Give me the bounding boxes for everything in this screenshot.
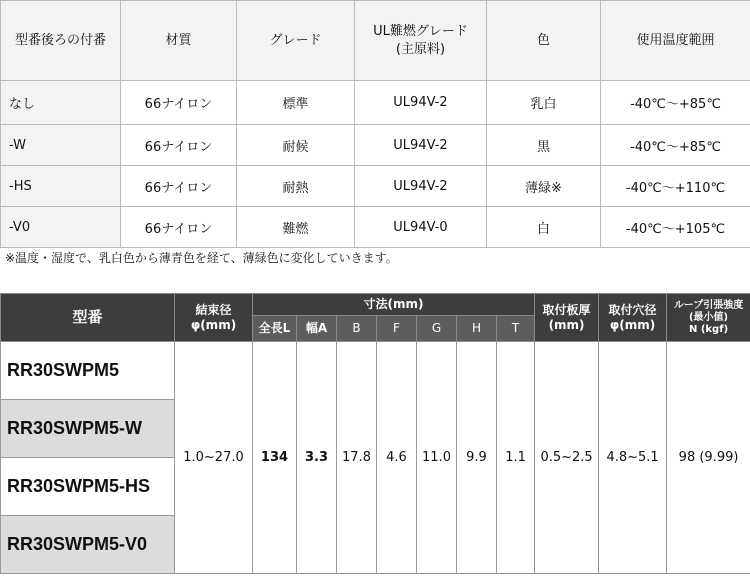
model-cell: RR30SWPM5 <box>1 342 175 400</box>
width-value: 3.3 <box>297 342 337 574</box>
table-row <box>1 342 750 400</box>
grade-cell: 標準 <box>237 81 355 125</box>
header-loop-line1: ループ引張強度 <box>673 299 744 311</box>
suffix-cell: なし <box>1 81 121 125</box>
t-value: 1.1 <box>497 342 535 574</box>
header-material: 材質 <box>121 1 237 81</box>
header-plate-thickness <box>535 294 599 342</box>
header-width: 幅A <box>297 316 337 342</box>
header-loop-line3: N (kgf) <box>688 323 729 335</box>
material-cell: 66ナイロン <box>121 81 237 125</box>
ul-cell: UL94V-2 <box>355 81 487 125</box>
model-cell: RR30SWPM5-HS <box>1 458 175 516</box>
grade-cell: 耐熱 <box>237 166 355 207</box>
table-row <box>1 166 750 207</box>
table-row <box>1 207 750 248</box>
header-dimensions: 寸法(mm) <box>253 294 535 316</box>
suffix-cell: -W <box>1 125 121 166</box>
header-plate-line2: (mm) <box>548 317 585 332</box>
header-color: 色 <box>487 1 601 81</box>
temp-cell: -40℃～+105℃ <box>601 207 750 248</box>
suffix-cell: -V0 <box>1 207 121 248</box>
plate-value: 0.5~2.5 <box>535 342 599 574</box>
header-hole-diameter <box>599 294 667 342</box>
header-bundle-line2: φ(mm) <box>190 317 237 332</box>
b-value: 17.8 <box>337 342 377 574</box>
header-length: 全長L <box>253 316 297 342</box>
material-cell: 66ナイロン <box>121 125 237 166</box>
bundle-value: 1.0~27.0 <box>175 342 253 574</box>
grade-cell: 難燃 <box>237 207 355 248</box>
table-row <box>1 81 750 125</box>
ul-cell: UL94V-0 <box>355 207 487 248</box>
ul-cell: UL94V-2 <box>355 125 487 166</box>
header-temp-range: 使用温度範囲 <box>601 1 750 81</box>
header-hole-line1: 取付穴径 <box>608 302 657 317</box>
footnote: ※温度・湿度で、乳白色から薄青色を経て、薄緑色に変化していきます。 <box>5 251 398 265</box>
temp-cell: -40℃～+85℃ <box>601 81 750 125</box>
header-ul-grade-line1: UL難燃グレード <box>373 23 468 39</box>
color-cell: 薄緑※ <box>487 166 601 207</box>
color-cell: 白 <box>487 207 601 248</box>
f-value: 4.6 <box>377 342 417 574</box>
material-cell: 66ナイロン <box>121 207 237 248</box>
spec-table <box>0 0 750 248</box>
header-b: B <box>337 316 377 342</box>
temp-cell: -40℃～+110℃ <box>601 166 750 207</box>
header-g: G <box>417 316 457 342</box>
header-model: 型番 <box>1 294 175 342</box>
header-h: H <box>457 316 497 342</box>
color-cell: 黒 <box>487 125 601 166</box>
header-hole-line2: φ(mm) <box>609 317 656 332</box>
ul-cell: UL94V-2 <box>355 166 487 207</box>
material-cell: 66ナイロン <box>121 166 237 207</box>
length-value: 134 <box>253 342 297 574</box>
header-f: F <box>377 316 417 342</box>
header-suffix: 型番後ろの付番 <box>1 1 121 81</box>
product-table <box>0 293 750 574</box>
header-plate-line1: 取付板厚 <box>542 302 591 317</box>
grade-cell: 耐候 <box>237 125 355 166</box>
header-t: T <box>497 316 535 342</box>
model-cell: RR30SWPM5-V0 <box>1 516 175 574</box>
model-cell: RR30SWPM5-W <box>1 400 175 458</box>
table-row <box>1 125 750 166</box>
suffix-cell: -HS <box>1 166 121 207</box>
header-ul-grade <box>355 1 487 81</box>
loop-value: 98 (9.99) <box>667 342 750 574</box>
header-loop-line2: (最小値) <box>688 311 729 323</box>
header-ul-grade-line2: (主原料) <box>395 41 446 57</box>
color-cell: 乳白 <box>487 81 601 125</box>
header-loop-strength <box>667 294 750 342</box>
header-bundle-diameter <box>175 294 253 342</box>
hole-value: 4.8~5.1 <box>599 342 667 574</box>
temp-cell: -40℃～+85℃ <box>601 125 750 166</box>
header-grade: グレード <box>237 1 355 81</box>
h-value: 9.9 <box>457 342 497 574</box>
g-value: 11.0 <box>417 342 457 574</box>
header-bundle-line1: 結束径 <box>195 302 232 317</box>
